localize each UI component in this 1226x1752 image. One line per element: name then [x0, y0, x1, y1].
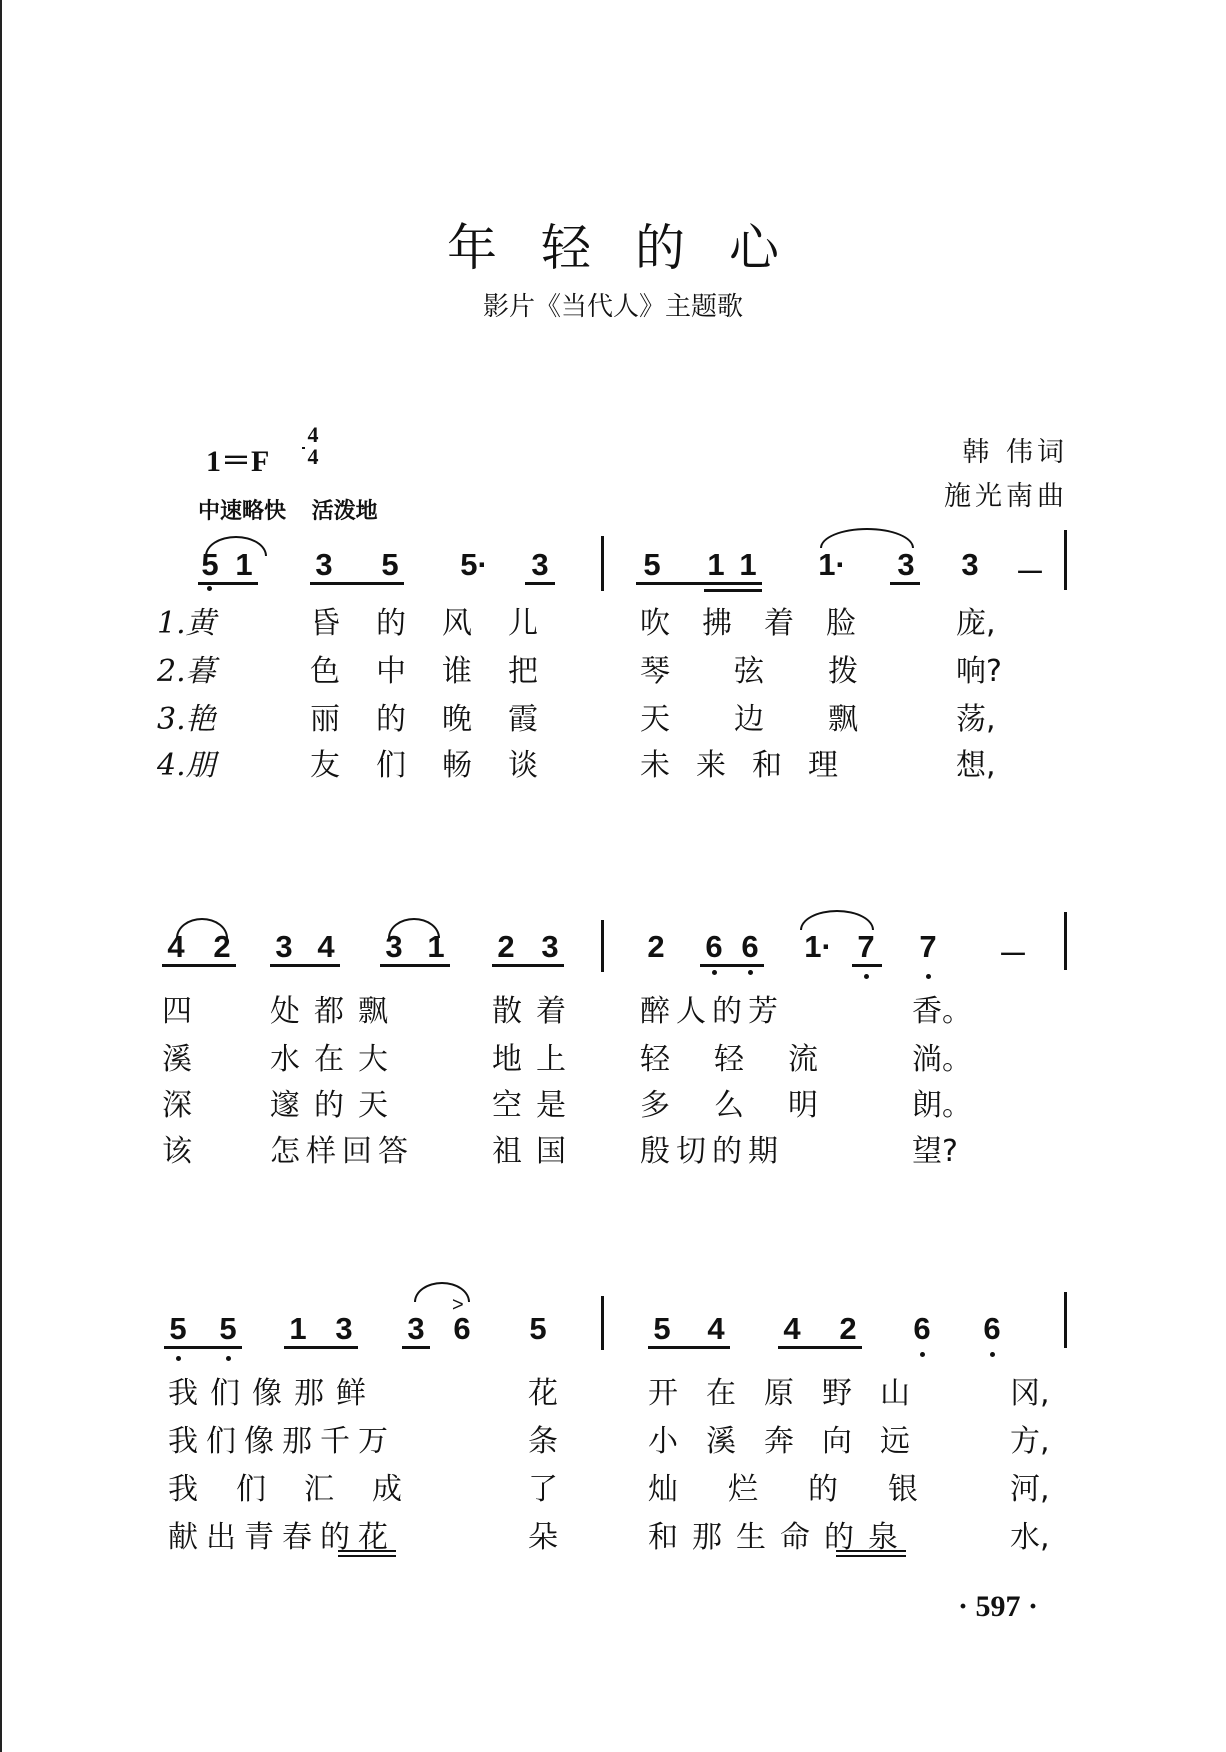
lyric-syllable: 吹拂着脸 [640, 606, 888, 641]
note: 3 [407, 1311, 425, 1346]
lyric-syllable: 怎样回答 [270, 1134, 414, 1169]
lyric-syllable: 处都飘 [270, 994, 402, 1029]
lyric-syllable: 河, [1010, 1472, 1050, 1507]
lyric-syllable: 开在原野山 [648, 1376, 938, 1411]
note: 5 [219, 1311, 237, 1346]
bar-line [1064, 530, 1067, 590]
lyric-syllable: 香。 [912, 994, 972, 1029]
lyric-syllable: 多么明 [640, 1088, 862, 1123]
note: 7 [919, 929, 937, 964]
beam-line [198, 582, 258, 585]
note: 1· [804, 929, 832, 964]
low-octave-dot [864, 974, 869, 979]
lyric-syllable: 响? [956, 654, 1002, 689]
song-subtitle: 影片《当代人》主题歌 [482, 292, 743, 322]
lyric-syllable: 我们像那千万 [168, 1424, 396, 1459]
beam-line [648, 1346, 730, 1349]
beam-line [704, 589, 762, 592]
beam-line [778, 1346, 862, 1349]
lyric-syllable: 水, [1010, 1520, 1050, 1555]
note: 3 [275, 929, 293, 964]
note: 5· [460, 547, 488, 582]
note: 3 [541, 929, 559, 964]
lyric-syllable: 邃的天 [270, 1088, 402, 1123]
lyric-syllable: 水在大 [270, 1042, 402, 1077]
note: 6 [741, 929, 759, 964]
time-signature-top: 4 [307, 422, 319, 447]
lyric-syllable: 深 [162, 1088, 192, 1123]
lyric-syllable: 空是 [492, 1088, 580, 1123]
lyric-syllable: 未来和理 [640, 748, 864, 783]
lyric-syllable: 该 [162, 1134, 192, 1169]
note: 4 [317, 929, 335, 964]
note: 1 [427, 929, 445, 964]
tempo-marking: 中速略快 活泼地 [198, 499, 378, 524]
note: 1 [289, 1311, 307, 1346]
lyric-syllable: 3.艳 [157, 702, 216, 737]
lyric-syllable: 想, [956, 748, 996, 783]
slur [800, 910, 874, 930]
lyric-syllable: 殷切的期 [640, 1134, 784, 1169]
note: 5 [381, 547, 399, 582]
note: 7 [857, 929, 875, 964]
note: 3 [531, 547, 549, 582]
low-octave-dot [748, 970, 753, 975]
slur [820, 528, 914, 548]
note: 1· [818, 547, 846, 582]
low-octave-dot [226, 1356, 231, 1361]
lyric-syllable: 和那生命的泉 [648, 1520, 912, 1555]
lyric-syllable: 琴弦拨 [640, 654, 922, 689]
time-signature [302, 424, 324, 468]
note: 5 [201, 547, 219, 582]
note: 3 [385, 929, 403, 964]
beam-line [270, 964, 340, 967]
note: 6 [983, 1311, 1001, 1346]
lyric-syllable: 朗。 [912, 1088, 972, 1123]
bar-line [1064, 1292, 1067, 1348]
beam-line [380, 964, 450, 967]
low-octave-dot [920, 1352, 925, 1357]
lyric-syllable: 花 [528, 1376, 558, 1411]
lyric-syllable: 祖国 [492, 1134, 580, 1169]
lyric-syllable: 我们汇成 [168, 1472, 440, 1507]
beam-line [492, 964, 564, 967]
note: 6 [453, 1311, 471, 1346]
beam-line [284, 1346, 358, 1349]
lyric-syllable: 天边飘 [640, 702, 922, 737]
lyric-syllable: 望? [912, 1134, 958, 1169]
lyric-syllable: 方, [1010, 1424, 1050, 1459]
sustain-dash: － [1015, 557, 1045, 590]
lyric-syllable: 昏的风儿 [310, 606, 574, 641]
note: 6 [705, 929, 723, 964]
lyric-syllable: 色中谁把 [310, 654, 574, 689]
beam-line [164, 1346, 242, 1349]
note: 3 [315, 547, 333, 582]
low-octave-dot [926, 974, 931, 979]
note: 2 [213, 929, 231, 964]
note: 5 [169, 1311, 187, 1346]
key-signature: 1＝F [206, 445, 270, 478]
note: 3 [897, 547, 915, 582]
lyric-syllable: 荡, [956, 702, 996, 737]
lyric-syllable: 条 [528, 1424, 558, 1459]
low-octave-dot [990, 1352, 995, 1357]
lyric-syllable: 朵 [528, 1520, 558, 1555]
note: 5 [643, 547, 661, 582]
note: 2 [497, 929, 515, 964]
low-octave-dot [207, 586, 212, 591]
note: 4 [783, 1311, 801, 1346]
bar-line [1064, 912, 1067, 970]
lyric-syllable: 地上 [492, 1042, 580, 1077]
lyric-syllable: 溪 [162, 1042, 192, 1077]
beam-line [636, 582, 762, 585]
composer-credit: 施光南曲 [944, 481, 1068, 512]
lyric-syllable: 淌。 [912, 1042, 972, 1077]
note: 1 [739, 547, 757, 582]
page-number: · 597 · [958, 1590, 1039, 1623]
accent-mark: > [452, 1294, 464, 1316]
note: 1 [707, 547, 725, 582]
beam-line [525, 582, 555, 585]
beam-line [700, 964, 764, 967]
lyricist-credit: 韩 伟词 [962, 437, 1068, 468]
note: 6 [913, 1311, 931, 1346]
lyric-syllable: 庞, [956, 606, 996, 641]
lyric-syllable: 我们像那鲜 [168, 1376, 378, 1411]
fraction-bar [302, 447, 305, 449]
lyric-syllable: 散着 [492, 994, 580, 1029]
note: 4 [167, 929, 185, 964]
note: 3 [335, 1311, 353, 1346]
bar-line [601, 920, 604, 972]
note: 4 [707, 1311, 725, 1346]
bar-line [601, 536, 604, 591]
lyric-syllable: 1.黄 [157, 606, 216, 641]
lyric-syllable: 2.暮 [157, 654, 216, 689]
low-octave-dot [176, 1356, 181, 1361]
lyric-syllable: 醉人的芳 [640, 994, 784, 1029]
lyric-syllable: 献出青春的花 [168, 1520, 396, 1555]
beam-line [402, 1346, 430, 1349]
note: 3 [961, 547, 979, 582]
lyric-syllable: 4.朋 [157, 748, 216, 783]
note: 2 [647, 929, 665, 964]
lyric-syllable: 丽的晚霞 [310, 702, 574, 737]
sustain-dash: － [998, 939, 1028, 972]
lyric-syllable: 友们畅谈 [310, 748, 574, 783]
beam-line [852, 964, 882, 967]
beam-line [310, 582, 404, 585]
lyric-syllable: 轻轻流 [640, 1042, 862, 1077]
lyric-syllable: 冈, [1010, 1376, 1050, 1411]
note: 1 [235, 547, 253, 582]
note: 5 [529, 1311, 547, 1346]
lyric-syllable: 了 [528, 1472, 558, 1507]
lyric-syllable: 四 [162, 994, 192, 1029]
note: 2 [839, 1311, 857, 1346]
low-octave-dot [712, 970, 717, 975]
song-title: 年轻的心 [447, 219, 823, 277]
lyric-syllable: 小溪奔向远 [648, 1424, 938, 1459]
beam-line [162, 964, 236, 967]
time-signature-bottom: 4 [307, 444, 319, 469]
melisma-double-underline [338, 1550, 396, 1557]
lyric-syllable: 灿烂的银 [648, 1472, 968, 1507]
beam-line [890, 582, 920, 585]
melisma-double-underline [836, 1550, 906, 1557]
note: 5 [653, 1311, 671, 1346]
bar-line [601, 1296, 604, 1350]
